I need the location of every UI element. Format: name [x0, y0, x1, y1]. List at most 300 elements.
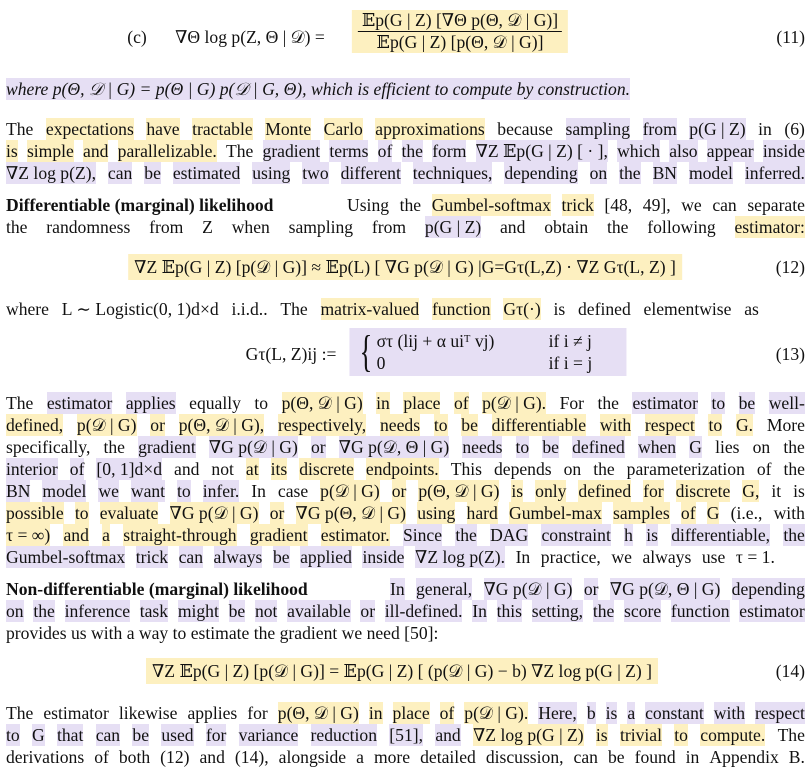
word: estimator	[43, 703, 109, 723]
word: have	[146, 119, 180, 139]
word: estimated	[172, 163, 241, 183]
word: only	[535, 481, 567, 501]
word: (6)	[784, 119, 805, 139]
word: general,	[416, 579, 473, 599]
word: ∇Z 𝔼p(G | Z) [ · ],	[475, 141, 608, 161]
section2-line2	[6, 600, 805, 622]
word: sampling	[565, 119, 631, 139]
word: in	[685, 747, 700, 767]
word: and	[83, 141, 109, 161]
word: also	[669, 141, 698, 161]
word: ill-defined.	[384, 601, 463, 621]
word: and	[199, 747, 225, 767]
word: when	[637, 437, 677, 457]
equation-14	[0, 652, 811, 690]
eq11-fraction	[352, 10, 568, 53]
word: The	[6, 119, 34, 139]
word: can	[107, 163, 133, 183]
word: BN	[652, 163, 678, 183]
word: to	[515, 437, 530, 457]
word: Gumbel-max	[508, 503, 602, 523]
word: ∇G p(𝒟 | G)	[169, 503, 259, 523]
word: for	[643, 481, 664, 501]
word: specifically,	[6, 437, 91, 457]
word: to	[711, 393, 726, 413]
word: τ = 1.	[735, 547, 775, 567]
word: L ∼ Logistic(0, 1)d×d	[61, 299, 219, 319]
word: applies	[125, 393, 176, 413]
para2-line4	[6, 458, 805, 480]
word: the	[6, 217, 28, 237]
word: defined	[572, 437, 625, 457]
eq11-denominator: 𝔼p(G | Z) [p(Θ, 𝒟 | G)]	[376, 32, 544, 52]
word: from	[642, 119, 677, 139]
word: and	[435, 725, 461, 745]
word: This	[450, 459, 482, 479]
word: inside	[762, 141, 805, 161]
para1-line1	[6, 118, 805, 140]
eq12-number: (12)	[775, 257, 805, 277]
word: model	[688, 163, 733, 183]
word: The	[777, 725, 805, 745]
word: p(𝒟 | G).	[464, 703, 529, 723]
word: In	[390, 579, 405, 599]
word: estimator:	[734, 217, 805, 237]
word: p(G | Z)	[689, 119, 746, 139]
word: ∇G p(Θ, 𝒟 | G)	[295, 503, 407, 523]
eq14-number: (14)	[775, 661, 805, 681]
para2-line7	[6, 524, 805, 546]
section1-line2	[6, 216, 805, 238]
word: Gτ(·)	[503, 299, 541, 319]
word: G.	[735, 415, 754, 435]
word: to	[708, 415, 723, 435]
word: available	[287, 601, 351, 621]
left-brace-icon: {	[359, 327, 373, 376]
para1-line2	[6, 140, 805, 162]
word: Monte	[265, 119, 312, 139]
word: in	[376, 393, 390, 413]
word: a	[356, 747, 364, 767]
word: τ = ∞)	[6, 525, 51, 545]
word: G	[31, 725, 45, 745]
word: lies	[715, 437, 740, 457]
word: the	[783, 525, 805, 545]
word: Gumbel-softmax	[6, 547, 126, 567]
word: the	[606, 217, 629, 237]
word: ∇Z log p(Z),	[6, 163, 96, 183]
word: is	[6, 141, 18, 161]
word: Using	[347, 195, 390, 215]
word: separate	[747, 195, 805, 215]
word: B.	[788, 747, 805, 767]
word: function	[431, 299, 491, 319]
word: parameterization	[626, 459, 745, 479]
word: both	[118, 747, 151, 767]
word: The	[6, 393, 34, 413]
word: be	[132, 725, 150, 745]
word: for	[205, 725, 227, 745]
word: at	[245, 459, 259, 479]
word: place	[403, 393, 441, 413]
word: place	[392, 703, 430, 723]
word: the	[33, 601, 55, 621]
word: of	[69, 459, 85, 479]
word: reduction	[310, 725, 377, 745]
word: Here,	[538, 703, 577, 723]
word: tractable	[192, 119, 253, 139]
word: of	[439, 703, 455, 723]
word: 49],	[642, 195, 671, 215]
word: always	[213, 547, 263, 567]
word: of	[94, 747, 109, 767]
word: or	[310, 437, 326, 457]
para2-line1	[6, 392, 805, 414]
word: different	[340, 163, 401, 183]
word: well-	[768, 393, 805, 413]
word: setting,	[531, 601, 584, 621]
word: be	[461, 415, 478, 435]
word: the	[593, 459, 615, 479]
word: score	[624, 601, 662, 621]
word: task	[139, 601, 169, 621]
word: discrete	[675, 481, 731, 501]
word: ∇G p(𝒟, Θ | G)	[609, 579, 721, 599]
word: (14),	[234, 747, 269, 767]
word: simple	[26, 141, 74, 161]
word: [0, 1]d×d	[96, 459, 163, 479]
word: can	[573, 747, 598, 767]
word: in	[368, 703, 383, 723]
word: want	[130, 481, 166, 501]
word: is	[646, 525, 658, 545]
word: using	[417, 503, 456, 523]
eq12-content: ∇Z 𝔼p(G | Z) [p(𝒟 | G)] ≈ 𝔼p(L) [ ∇G p(𝒟 | G) |G=Gτ(L,Z) · ∇Z Gτ(L, Z) ]	[128, 254, 682, 280]
word: case	[277, 481, 309, 501]
word: or	[360, 601, 376, 621]
word: (i.e.,	[730, 503, 763, 523]
word: endpoints.	[365, 459, 439, 479]
where-clause: where p(Θ, 𝒟 | G) = p(Θ | G) p(𝒟 | G, Θ), which is efficient to compute by construction.	[6, 79, 631, 99]
word: possible	[6, 503, 64, 523]
word: trick	[561, 195, 594, 215]
word: discussion,	[485, 747, 564, 767]
word: we	[98, 481, 119, 501]
word: (12)	[160, 747, 190, 767]
eq13-lhs: Gτ(L, Z)ij :=	[245, 344, 337, 364]
word: G	[689, 437, 702, 457]
word: or	[150, 415, 165, 435]
word: sampling	[288, 217, 354, 237]
word: the	[783, 437, 805, 457]
word: i.i.d..	[231, 299, 268, 319]
word: trick	[135, 547, 169, 567]
word: be	[542, 437, 559, 457]
word: with	[599, 415, 632, 435]
word: variance	[238, 725, 299, 745]
word: for	[247, 703, 268, 723]
word: is	[605, 703, 618, 723]
word: gradient	[138, 437, 196, 457]
word: b	[586, 703, 596, 723]
word: compute.	[700, 725, 766, 745]
word: In	[472, 601, 487, 621]
para1-line3	[6, 162, 805, 184]
word: the	[619, 163, 641, 183]
word: differentiable	[491, 415, 587, 435]
word: respect	[644, 415, 695, 435]
section2-line3: provides us with a way to estimate the gradient we need [50]:	[6, 623, 439, 643]
word: always	[642, 547, 692, 567]
word: of	[756, 459, 772, 479]
word: a	[102, 525, 110, 545]
word: constraint	[541, 525, 611, 545]
word: needs	[379, 415, 421, 435]
word: trivial	[619, 725, 662, 745]
word: obtain	[544, 217, 589, 237]
word: to	[177, 481, 191, 501]
word: use	[701, 547, 726, 567]
para3-line1	[6, 702, 805, 724]
word: estimator	[46, 393, 113, 413]
word: approximations	[375, 119, 485, 139]
word: inside	[362, 547, 405, 567]
word: p(𝒟 | G).	[482, 393, 547, 413]
word: where	[6, 299, 49, 319]
para2-line3	[6, 436, 805, 458]
word: we	[611, 547, 632, 567]
word: gradient	[262, 141, 321, 161]
word: might	[177, 601, 219, 621]
eq13-case2-cond: if i = j	[548, 353, 593, 373]
word: matrix-valued	[320, 299, 420, 319]
eq11-numerator: 𝔼p(G | Z) [∇Θ p(Θ, 𝒟 | G)]	[358, 10, 562, 32]
word: not	[254, 601, 278, 621]
word: estimator.	[320, 525, 390, 545]
word: ∇G p(𝒟 | G)	[483, 579, 573, 599]
word: p(Θ, 𝒟 | G)	[277, 703, 359, 723]
word: h	[624, 525, 633, 545]
word: depends	[493, 459, 552, 479]
word: interior	[6, 459, 58, 479]
eq11-lhs: ∇Θ log p(Z, Θ | 𝒟) =	[175, 27, 325, 47]
word: more	[373, 747, 411, 767]
word: respect	[755, 703, 805, 723]
para2-line6	[6, 502, 805, 524]
word: The	[225, 141, 254, 161]
para3-line3	[6, 746, 805, 768]
word: respectively,	[277, 415, 367, 435]
word: Carlo	[323, 119, 363, 139]
word: needs	[462, 437, 503, 457]
word: when	[231, 217, 270, 237]
word: p(Θ, 𝒟 | G)	[418, 481, 500, 501]
word: p(Θ, 𝒟 | G)	[281, 393, 363, 413]
word: the	[103, 437, 125, 457]
word: BN	[6, 481, 31, 501]
word: we	[681, 195, 702, 215]
word: is	[793, 481, 805, 501]
word: likewise	[118, 703, 178, 723]
word: of	[453, 393, 469, 413]
word: with	[713, 703, 746, 723]
word: detailed	[420, 747, 476, 767]
eq13-case2-value: 0	[376, 353, 386, 373]
word: Z	[202, 217, 213, 237]
word: of	[377, 141, 393, 161]
word: p(𝒟 | G)	[320, 481, 380, 501]
word: it	[771, 481, 782, 501]
word: The	[280, 299, 308, 319]
word: defined	[578, 481, 632, 501]
word: alongside	[278, 747, 347, 767]
word: as	[744, 299, 759, 319]
equation-12	[0, 250, 811, 284]
word: depending	[731, 579, 805, 599]
word: be	[607, 747, 625, 767]
word: p(Θ, 𝒟 | G),	[178, 415, 265, 435]
eq14-content: ∇Z 𝔼p(G | Z) [p(𝒟 | G)] = 𝔼p(G | Z) [ (p(𝒟 | G) − b) ∇Z log p(G | Z) ]	[146, 658, 658, 684]
word: because	[497, 119, 553, 139]
word: be	[272, 547, 290, 567]
word: on	[589, 163, 608, 183]
word: [51],	[389, 725, 424, 745]
word: estimator	[739, 601, 805, 621]
word: depending	[504, 163, 578, 183]
word: gradient	[249, 525, 308, 545]
word: following	[647, 217, 716, 237]
word: two	[302, 163, 329, 183]
word: the	[597, 393, 619, 413]
word: can	[95, 725, 121, 745]
word: For	[559, 393, 585, 413]
word: constant	[645, 703, 704, 723]
word: terms	[329, 141, 369, 161]
word: on	[563, 459, 582, 479]
section1-heading: Differentiable (marginal) likelihood	[6, 195, 274, 215]
section1-line1-rest	[347, 194, 805, 216]
word: straight-through	[123, 525, 237, 545]
word: is	[511, 481, 524, 501]
word: In	[251, 481, 266, 501]
eq13-case1-value: στ (lij + α uiᵀ vj)	[376, 331, 495, 351]
word: on	[752, 437, 771, 457]
word: [48,	[604, 195, 633, 215]
word: and	[174, 459, 200, 479]
word: p(G | Z)	[424, 217, 482, 237]
word: to	[74, 503, 89, 523]
word: be	[738, 393, 756, 413]
word: p(𝒟 | G)	[76, 415, 137, 435]
word: hard	[466, 503, 498, 523]
word: be	[144, 163, 161, 183]
word: be	[228, 601, 246, 621]
word: discrete	[299, 459, 354, 479]
word: randomness	[46, 217, 131, 237]
word: Appendix	[709, 747, 779, 767]
word: from	[149, 217, 184, 237]
word: or	[269, 503, 285, 523]
word: with	[773, 503, 805, 523]
para2-line2	[6, 414, 805, 436]
word: can	[178, 547, 203, 567]
eq11-label: (c)	[127, 27, 147, 47]
word: G	[706, 503, 720, 523]
word: the	[455, 525, 477, 545]
word: is	[595, 725, 608, 745]
word: to	[254, 393, 269, 413]
word: inference	[64, 601, 130, 621]
eq13-number: (13)	[775, 344, 805, 364]
word: not	[211, 459, 234, 479]
word: is	[553, 299, 566, 319]
word: the	[592, 601, 615, 621]
word: using	[252, 163, 291, 183]
eq13-cases	[349, 328, 626, 376]
word: appear	[706, 141, 754, 161]
section2-line1	[6, 578, 805, 600]
word: DAG	[490, 525, 529, 545]
word: practice,	[540, 547, 601, 567]
word: used	[161, 725, 194, 745]
word: to	[433, 415, 448, 435]
word: to	[674, 725, 688, 745]
word: evaluate	[99, 503, 159, 523]
word: infer.	[202, 481, 240, 501]
para2-line5	[6, 480, 805, 502]
word: on	[6, 601, 24, 621]
word: ∇G p(𝒟 | G)	[208, 437, 298, 457]
word: to	[6, 725, 20, 745]
word: ∇Z log p(G | Z)	[473, 725, 584, 745]
para3-line2	[6, 724, 805, 746]
word: Gumbel-softmax	[431, 195, 551, 215]
word: ∇G p(𝒟, Θ | G)	[338, 437, 450, 457]
section2-line1-rest	[390, 578, 805, 600]
word: G,	[742, 481, 760, 501]
word: this	[496, 601, 523, 621]
word: expectations	[45, 119, 134, 139]
word: or	[391, 481, 407, 501]
eq11-number: (11)	[776, 27, 805, 47]
equation-11	[0, 8, 811, 66]
word: that	[57, 725, 84, 745]
word: the	[401, 141, 423, 161]
section1-line1	[6, 194, 805, 216]
para2-line8	[6, 546, 775, 568]
word: applied	[300, 547, 352, 567]
word: or	[583, 579, 599, 599]
word: function	[670, 601, 730, 621]
word: More	[766, 415, 805, 435]
word: In	[515, 547, 531, 567]
word: The	[6, 703, 34, 723]
word: in	[758, 119, 772, 139]
word: and	[500, 217, 526, 237]
eq13-case1-cond: if i ≠ j	[548, 331, 592, 351]
word: Since	[402, 525, 443, 545]
word: applies	[187, 703, 238, 723]
word: defined	[578, 299, 631, 319]
word: inferred.	[744, 163, 805, 183]
word: form	[432, 141, 467, 161]
word: ∇Z log p(Z).	[415, 547, 506, 567]
word: differentiable,	[671, 525, 771, 545]
section2-heading: Non-differentiable (marginal) likelihood	[6, 579, 308, 599]
word: techniques,	[412, 163, 493, 183]
word: its	[270, 459, 288, 479]
equation-13	[0, 326, 811, 382]
